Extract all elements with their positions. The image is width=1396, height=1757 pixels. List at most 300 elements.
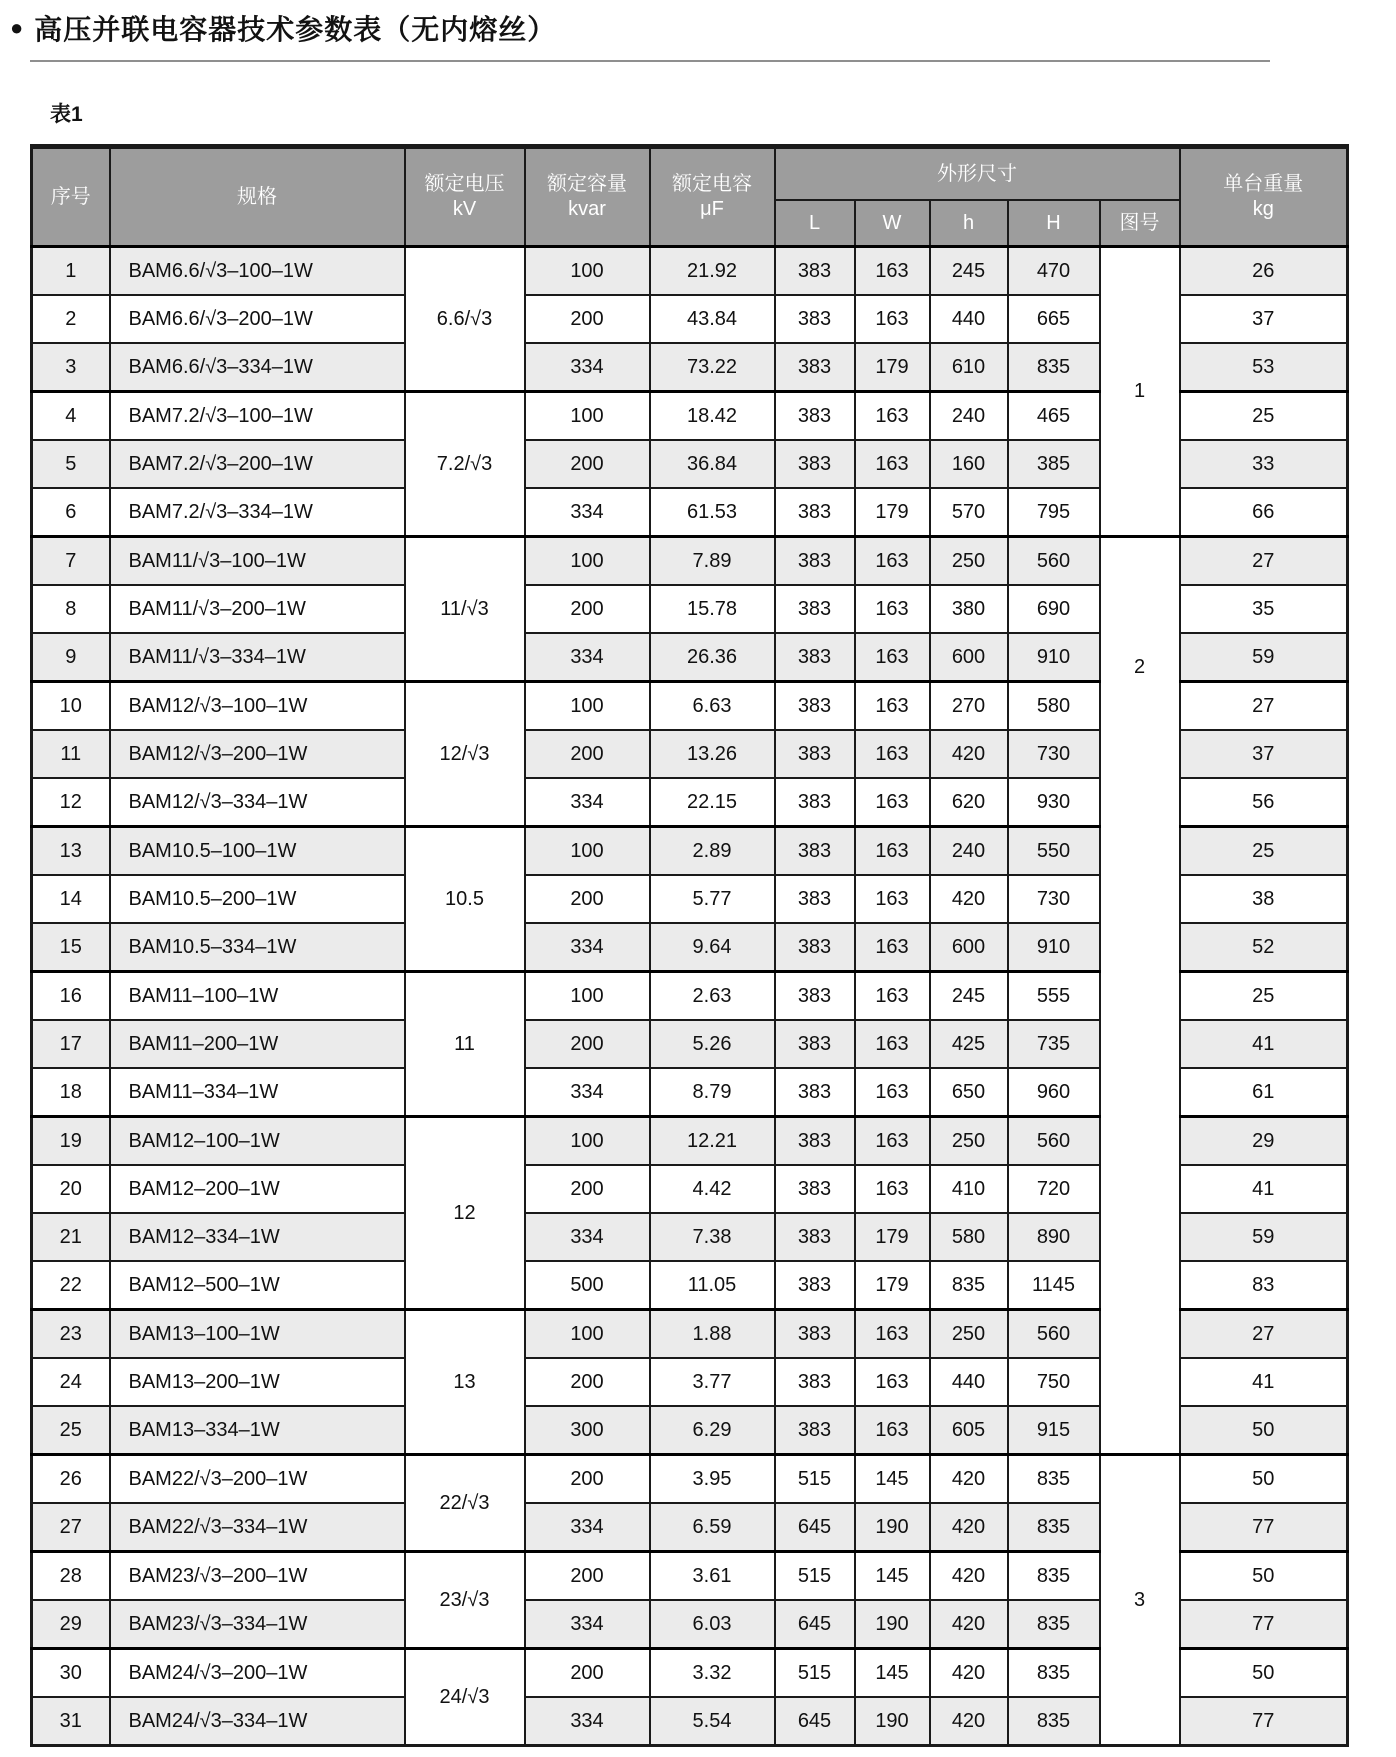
cell-dim-h: 600 (930, 923, 1008, 972)
cell-dim-L: 383 (775, 923, 855, 972)
cell-dim-L: 383 (775, 392, 855, 441)
cell-serial: 5 (32, 440, 110, 488)
cell-rated-capacity: 100 (525, 972, 650, 1021)
cell-dim-W: 179 (855, 343, 930, 392)
cell-rated-capacity: 500 (525, 1261, 650, 1310)
cell-dim-W: 163 (855, 1310, 930, 1359)
cell-spec: BAM11–200–1W (110, 1020, 405, 1068)
cell-rated-capacitance: 2.63 (650, 972, 775, 1021)
cell-dim-h: 610 (930, 343, 1008, 392)
cell-dim-W: 179 (855, 1213, 930, 1261)
cell-rated-capacitance: 4.42 (650, 1165, 775, 1213)
cell-rated-capacity: 200 (525, 585, 650, 633)
cell-rated-capacity: 334 (525, 923, 650, 972)
cell-dim-h: 420 (930, 1697, 1008, 1746)
cell-dim-h: 440 (930, 295, 1008, 343)
cell-rated-capacitance: 12.21 (650, 1117, 775, 1166)
cell-spec: BAM24/√3–334–1W (110, 1697, 405, 1746)
cell-dim-h: 250 (930, 537, 1008, 586)
cell-rated-capacity: 300 (525, 1406, 650, 1455)
cell-dim-h: 380 (930, 585, 1008, 633)
cell-unit-weight: 33 (1180, 440, 1348, 488)
cell-dim-h: 420 (930, 1649, 1008, 1698)
cell-spec: BAM23/√3–200–1W (110, 1552, 405, 1601)
cell-rated-capacitance: 73.22 (650, 343, 775, 392)
cell-unit-weight: 50 (1180, 1455, 1348, 1504)
cell-dim-W: 163 (855, 392, 930, 441)
cell-spec: BAM12–200–1W (110, 1165, 405, 1213)
cell-rated-capacitance: 6.59 (650, 1503, 775, 1552)
cell-rated-voltage: 12/√3 (405, 682, 525, 827)
cell-rated-capacitance: 3.61 (650, 1552, 775, 1601)
cell-dim-h: 240 (930, 827, 1008, 876)
col-header-unit-weight: 单台重量 kg (1180, 147, 1348, 247)
cell-rated-capacity: 200 (525, 1552, 650, 1601)
cell-rated-capacitance: 5.77 (650, 875, 775, 923)
cell-serial: 6 (32, 488, 110, 537)
cell-unit-weight: 66 (1180, 488, 1348, 537)
cell-dim-W: 145 (855, 1649, 930, 1698)
cell-serial: 22 (32, 1261, 110, 1310)
cell-rated-capacity: 100 (525, 682, 650, 731)
cell-spec: BAM10.5–200–1W (110, 875, 405, 923)
cell-dim-h: 600 (930, 633, 1008, 682)
cell-dim-W: 145 (855, 1552, 930, 1601)
col-header-serial: 序号 (32, 147, 110, 247)
cell-serial: 1 (32, 247, 110, 296)
cell-serial: 10 (32, 682, 110, 731)
cell-serial: 11 (32, 730, 110, 778)
cell-rated-capacitance: 13.26 (650, 730, 775, 778)
cell-dim-h: 250 (930, 1310, 1008, 1359)
cell-dim-W: 163 (855, 537, 930, 586)
cell-dim-W: 163 (855, 875, 930, 923)
cell-dim-L: 645 (775, 1600, 855, 1649)
cell-dim-H: 930 (1008, 778, 1100, 827)
cell-unit-weight: 35 (1180, 585, 1348, 633)
cell-unit-weight: 37 (1180, 730, 1348, 778)
cell-spec: BAM6.6/√3–100–1W (110, 247, 405, 296)
cell-rated-capacitance: 7.89 (650, 537, 775, 586)
cell-unit-weight: 59 (1180, 633, 1348, 682)
cell-dim-L: 383 (775, 1165, 855, 1213)
table-header (32, 147, 1348, 247)
cell-dim-H: 835 (1008, 1649, 1100, 1698)
cell-dim-H: 560 (1008, 1117, 1100, 1166)
cell-serial: 29 (32, 1600, 110, 1649)
cell-rated-capacity: 334 (525, 1503, 650, 1552)
cell-rated-capacity: 200 (525, 1165, 650, 1213)
cell-dim-H: 835 (1008, 1503, 1100, 1552)
cell-rated-capacitance: 8.79 (650, 1068, 775, 1117)
cell-dim-L: 383 (775, 730, 855, 778)
cell-spec: BAM7.2/√3–334–1W (110, 488, 405, 537)
cell-figure-number: 2 (1100, 537, 1180, 1455)
cell-spec: BAM13–100–1W (110, 1310, 405, 1359)
cell-serial: 16 (32, 972, 110, 1021)
cell-spec: BAM23/√3–334–1W (110, 1600, 405, 1649)
col-header-h: h (930, 200, 1008, 247)
col-header-figure: 图号 (1100, 200, 1180, 247)
cell-spec: BAM6.6/√3–200–1W (110, 295, 405, 343)
cell-rated-capacitance: 22.15 (650, 778, 775, 827)
cell-dim-H: 560 (1008, 1310, 1100, 1359)
cell-rated-capacitance: 5.54 (650, 1697, 775, 1746)
cell-rated-capacity: 334 (525, 1068, 650, 1117)
cell-dim-W: 190 (855, 1697, 930, 1746)
cell-dim-h: 620 (930, 778, 1008, 827)
cell-serial: 19 (32, 1117, 110, 1166)
cell-serial: 18 (32, 1068, 110, 1117)
cell-unit-weight: 50 (1180, 1552, 1348, 1601)
cell-spec: BAM7.2/√3–200–1W (110, 440, 405, 488)
cell-serial: 24 (32, 1358, 110, 1406)
cell-dim-H: 690 (1008, 585, 1100, 633)
cell-dim-W: 163 (855, 295, 930, 343)
cell-spec: BAM12–100–1W (110, 1117, 405, 1166)
cell-unit-weight: 50 (1180, 1406, 1348, 1455)
cell-dim-W: 163 (855, 585, 930, 633)
cell-dim-W: 179 (855, 488, 930, 537)
cell-serial: 2 (32, 295, 110, 343)
cell-dim-H: 910 (1008, 633, 1100, 682)
cell-dim-W: 163 (855, 1117, 930, 1166)
cell-figure-number: 3 (1100, 1455, 1180, 1746)
cell-dim-L: 383 (775, 875, 855, 923)
cell-serial: 20 (32, 1165, 110, 1213)
cell-unit-weight: 26 (1180, 247, 1348, 296)
cell-rated-capacitance: 21.92 (650, 247, 775, 296)
cell-dim-W: 163 (855, 682, 930, 731)
cell-spec: BAM11/√3–200–1W (110, 585, 405, 633)
cell-dim-H: 580 (1008, 682, 1100, 731)
cell-rated-voltage: 13 (405, 1310, 525, 1455)
cell-unit-weight: 53 (1180, 343, 1348, 392)
cell-unit-weight: 27 (1180, 537, 1348, 586)
cell-dim-h: 420 (930, 1552, 1008, 1601)
cell-rated-voltage: 7.2/√3 (405, 392, 525, 537)
cell-rated-capacity: 200 (525, 295, 650, 343)
cell-rated-voltage: 11/√3 (405, 537, 525, 682)
cell-unit-weight: 41 (1180, 1358, 1348, 1406)
cell-dim-L: 515 (775, 1552, 855, 1601)
cell-unit-weight: 41 (1180, 1165, 1348, 1213)
cell-dim-W: 163 (855, 730, 930, 778)
cell-dim-L: 383 (775, 1020, 855, 1068)
cell-rated-capacity: 334 (525, 488, 650, 537)
cell-dim-H: 795 (1008, 488, 1100, 537)
cell-dim-H: 835 (1008, 343, 1100, 392)
cell-rated-capacity: 100 (525, 392, 650, 441)
cell-unit-weight: 56 (1180, 778, 1348, 827)
cell-dim-h: 270 (930, 682, 1008, 731)
cell-dim-H: 665 (1008, 295, 1100, 343)
cell-dim-H: 470 (1008, 247, 1100, 296)
cell-dim-H: 720 (1008, 1165, 1100, 1213)
cell-unit-weight: 52 (1180, 923, 1348, 972)
cell-dim-h: 245 (930, 247, 1008, 296)
cell-dim-W: 163 (855, 972, 930, 1021)
cell-spec: BAM12–334–1W (110, 1213, 405, 1261)
cell-spec: BAM10.5–334–1W (110, 923, 405, 972)
cell-rated-capacitance: 36.84 (650, 440, 775, 488)
cell-rated-capacity: 200 (525, 875, 650, 923)
cell-rated-voltage: 12 (405, 1117, 525, 1310)
cell-rated-capacity: 200 (525, 1455, 650, 1504)
cell-spec: BAM7.2/√3–100–1W (110, 392, 405, 441)
cell-rated-capacitance: 6.63 (650, 682, 775, 731)
cell-dim-H: 730 (1008, 730, 1100, 778)
cell-unit-weight: 27 (1180, 682, 1348, 731)
cell-rated-capacitance: 3.95 (650, 1455, 775, 1504)
cell-rated-capacitance: 2.89 (650, 827, 775, 876)
cell-dim-W: 163 (855, 1165, 930, 1213)
cell-figure-number: 1 (1100, 247, 1180, 537)
cell-spec: BAM11/√3–100–1W (110, 537, 405, 586)
cell-serial: 7 (32, 537, 110, 586)
cell-unit-weight: 77 (1180, 1697, 1348, 1746)
cell-rated-capacitance: 5.26 (650, 1020, 775, 1068)
cell-rated-capacitance: 7.38 (650, 1213, 775, 1261)
cell-spec: BAM12/√3–200–1W (110, 730, 405, 778)
cell-unit-weight: 41 (1180, 1020, 1348, 1068)
cell-spec: BAM11–334–1W (110, 1068, 405, 1117)
cell-rated-capacity: 334 (525, 633, 650, 682)
cell-dim-h: 420 (930, 730, 1008, 778)
cell-spec: BAM10.5–100–1W (110, 827, 405, 876)
cell-dim-L: 383 (775, 1117, 855, 1166)
col-header-rated-voltage: 额定电压 kV (405, 147, 525, 247)
cell-dim-W: 163 (855, 1020, 930, 1068)
cell-dim-L: 383 (775, 537, 855, 586)
cell-rated-voltage: 6.6/√3 (405, 247, 525, 392)
cell-dim-W: 190 (855, 1600, 930, 1649)
cell-rated-capacitance: 26.36 (650, 633, 775, 682)
cell-spec: BAM6.6/√3–334–1W (110, 343, 405, 392)
cell-dim-L: 383 (775, 1358, 855, 1406)
cell-dim-L: 383 (775, 778, 855, 827)
cell-dim-L: 383 (775, 1406, 855, 1455)
cell-rated-capacity: 200 (525, 1020, 650, 1068)
cell-dim-h: 245 (930, 972, 1008, 1021)
cell-dim-h: 605 (930, 1406, 1008, 1455)
cell-dim-H: 835 (1008, 1600, 1100, 1649)
cell-rated-capacitance: 9.64 (650, 923, 775, 972)
cell-dim-W: 163 (855, 1358, 930, 1406)
cell-dim-H: 735 (1008, 1020, 1100, 1068)
cell-serial: 14 (32, 875, 110, 923)
cell-serial: 12 (32, 778, 110, 827)
cell-dim-W: 190 (855, 1503, 930, 1552)
cell-dim-L: 383 (775, 972, 855, 1021)
cell-unit-weight: 38 (1180, 875, 1348, 923)
cell-dim-H: 465 (1008, 392, 1100, 441)
cell-dim-W: 163 (855, 1068, 930, 1117)
cell-dim-h: 425 (930, 1020, 1008, 1068)
cell-dim-H: 555 (1008, 972, 1100, 1021)
cell-dim-H: 1145 (1008, 1261, 1100, 1310)
cell-unit-weight: 27 (1180, 1310, 1348, 1359)
cell-rated-voltage: 10.5 (405, 827, 525, 972)
cell-serial: 27 (32, 1503, 110, 1552)
col-header-rated-capacitance: 额定电容 μF (650, 147, 775, 247)
cell-dim-h: 420 (930, 1455, 1008, 1504)
cell-serial: 15 (32, 923, 110, 972)
cell-dim-L: 383 (775, 1213, 855, 1261)
cell-dim-L: 383 (775, 440, 855, 488)
cell-rated-capacity: 200 (525, 440, 650, 488)
cell-dim-L: 383 (775, 343, 855, 392)
cell-dim-H: 915 (1008, 1406, 1100, 1455)
cell-dim-h: 250 (930, 1117, 1008, 1166)
cell-unit-weight: 25 (1180, 392, 1348, 441)
table-label: 表1 (50, 103, 83, 126)
cell-dim-W: 163 (855, 440, 930, 488)
cell-dim-W: 163 (855, 827, 930, 876)
col-header-W: W (855, 200, 930, 247)
cell-dim-h: 420 (930, 875, 1008, 923)
title-divider (30, 60, 1270, 62)
cell-dim-L: 515 (775, 1649, 855, 1698)
col-header-L: L (775, 200, 855, 247)
cell-dim-h: 570 (930, 488, 1008, 537)
cell-serial: 28 (32, 1552, 110, 1601)
cell-rated-capacity: 200 (525, 730, 650, 778)
cell-rated-capacitance: 11.05 (650, 1261, 775, 1310)
cell-dim-H: 730 (1008, 875, 1100, 923)
cell-dim-h: 440 (930, 1358, 1008, 1406)
cell-dim-L: 383 (775, 633, 855, 682)
cell-spec: BAM11/√3–334–1W (110, 633, 405, 682)
col-header-dimensions: 外形尺寸 (775, 147, 1180, 201)
cell-unit-weight: 25 (1180, 827, 1348, 876)
cell-spec: BAM22/√3–334–1W (110, 1503, 405, 1552)
cell-rated-capacity: 200 (525, 1358, 650, 1406)
cell-dim-H: 910 (1008, 923, 1100, 972)
cell-spec: BAM12/√3–100–1W (110, 682, 405, 731)
cell-rated-voltage: 22/√3 (405, 1455, 525, 1552)
cell-spec: BAM11–100–1W (110, 972, 405, 1021)
cell-rated-capacitance: 3.77 (650, 1358, 775, 1406)
cell-spec: BAM12/√3–334–1W (110, 778, 405, 827)
cell-dim-H: 750 (1008, 1358, 1100, 1406)
cell-serial: 26 (32, 1455, 110, 1504)
page-title (0, 8, 1396, 48)
cell-rated-capacity: 334 (525, 343, 650, 392)
cell-dim-H: 835 (1008, 1455, 1100, 1504)
cell-dim-L: 515 (775, 1455, 855, 1504)
cell-spec: BAM24/√3–200–1W (110, 1649, 405, 1698)
cell-rated-capacity: 100 (525, 1310, 650, 1359)
cell-serial: 23 (32, 1310, 110, 1359)
cell-unit-weight: 50 (1180, 1649, 1348, 1698)
cell-dim-W: 179 (855, 1261, 930, 1310)
cell-rated-capacitance: 15.78 (650, 585, 775, 633)
cell-serial: 31 (32, 1697, 110, 1746)
spec-table (30, 144, 1349, 1747)
cell-dim-W: 163 (855, 1406, 930, 1455)
col-header-spec: 规格 (110, 147, 405, 247)
cell-dim-H: 890 (1008, 1213, 1100, 1261)
cell-dim-L: 383 (775, 247, 855, 296)
cell-rated-capacity: 100 (525, 827, 650, 876)
cell-dim-H: 560 (1008, 537, 1100, 586)
cell-unit-weight: 37 (1180, 295, 1348, 343)
cell-dim-h: 650 (930, 1068, 1008, 1117)
cell-dim-W: 163 (855, 923, 930, 972)
cell-unit-weight: 59 (1180, 1213, 1348, 1261)
cell-unit-weight: 25 (1180, 972, 1348, 1021)
cell-dim-h: 835 (930, 1261, 1008, 1310)
cell-rated-capacity: 334 (525, 1697, 650, 1746)
cell-dim-L: 383 (775, 295, 855, 343)
cell-rated-capacitance: 1.88 (650, 1310, 775, 1359)
table-row (32, 1455, 1348, 1504)
cell-dim-L: 383 (775, 585, 855, 633)
cell-rated-capacitance: 61.53 (650, 488, 775, 537)
cell-rated-capacity: 334 (525, 778, 650, 827)
cell-dim-H: 385 (1008, 440, 1100, 488)
cell-dim-h: 410 (930, 1165, 1008, 1213)
cell-spec: BAM13–334–1W (110, 1406, 405, 1455)
cell-dim-L: 645 (775, 1503, 855, 1552)
cell-spec: BAM12–500–1W (110, 1261, 405, 1310)
cell-serial: 9 (32, 633, 110, 682)
col-header-H: H (1008, 200, 1100, 247)
cell-rated-capacity: 334 (525, 1213, 650, 1261)
cell-rated-capacity: 100 (525, 247, 650, 296)
cell-unit-weight: 29 (1180, 1117, 1348, 1166)
cell-rated-capacity: 100 (525, 537, 650, 586)
cell-rated-capacitance: 6.03 (650, 1600, 775, 1649)
cell-dim-H: 960 (1008, 1068, 1100, 1117)
cell-dim-h: 160 (930, 440, 1008, 488)
page-title-text: 高压并联电容器技术参数表（无内熔丝） (34, 14, 557, 45)
cell-rated-capacitance: 3.32 (650, 1649, 775, 1698)
bullet-icon: ● (10, 15, 25, 40)
cell-dim-L: 645 (775, 1697, 855, 1746)
cell-dim-h: 420 (930, 1503, 1008, 1552)
cell-rated-voltage: 24/√3 (405, 1649, 525, 1746)
cell-serial: 17 (32, 1020, 110, 1068)
cell-spec: BAM22/√3–200–1W (110, 1455, 405, 1504)
cell-dim-h: 420 (930, 1600, 1008, 1649)
table-body (32, 247, 1348, 1746)
cell-serial: 25 (32, 1406, 110, 1455)
cell-serial: 8 (32, 585, 110, 633)
cell-dim-L: 383 (775, 1068, 855, 1117)
cell-rated-voltage: 11 (405, 972, 525, 1117)
cell-dim-L: 383 (775, 1310, 855, 1359)
cell-rated-capacity: 100 (525, 1117, 650, 1166)
cell-serial: 3 (32, 343, 110, 392)
cell-serial: 13 (32, 827, 110, 876)
cell-dim-h: 580 (930, 1213, 1008, 1261)
cell-serial: 4 (32, 392, 110, 441)
cell-dim-W: 163 (855, 633, 930, 682)
col-header-rated-capacity: 额定容量 kvar (525, 147, 650, 247)
cell-dim-W: 145 (855, 1455, 930, 1504)
cell-spec: BAM13–200–1W (110, 1358, 405, 1406)
cell-dim-L: 383 (775, 488, 855, 537)
cell-dim-W: 163 (855, 247, 930, 296)
cell-dim-H: 835 (1008, 1697, 1100, 1746)
cell-dim-L: 383 (775, 1261, 855, 1310)
cell-unit-weight: 77 (1180, 1503, 1348, 1552)
cell-rated-capacitance: 18.42 (650, 392, 775, 441)
cell-rated-capacitance: 6.29 (650, 1406, 775, 1455)
cell-dim-W: 163 (855, 778, 930, 827)
